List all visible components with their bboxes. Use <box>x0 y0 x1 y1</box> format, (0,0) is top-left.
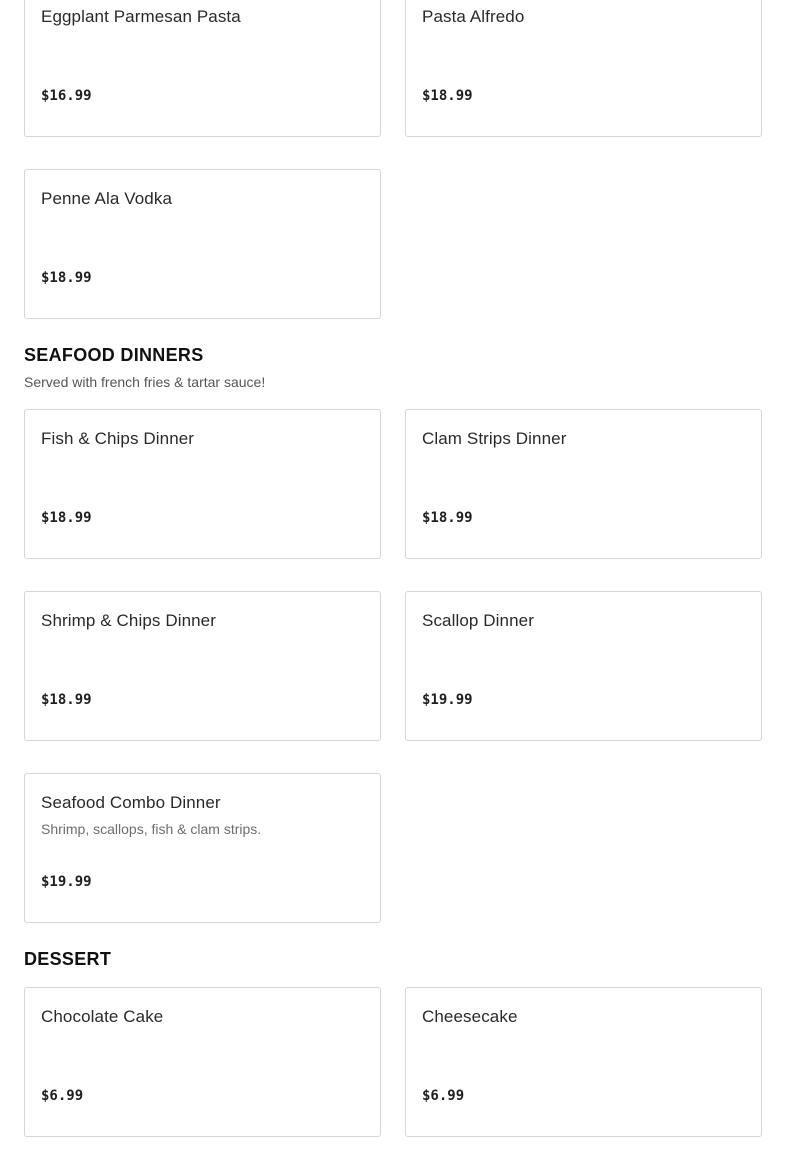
menu-item-card[interactable] <box>405 591 762 741</box>
menu-item-price: $6.99 <box>41 1088 84 1104</box>
section-subtitle-seafood: Served with french fries & tartar sauce! <box>24 374 266 390</box>
menu-item-price: $18.99 <box>422 510 473 526</box>
menu-item-name: Scallop Dinner <box>422 611 534 630</box>
menu-item-card[interactable] <box>24 169 381 319</box>
menu-item-description: Shrimp, scallops, fish & clam strips. <box>41 821 262 837</box>
menu-item-price: $18.99 <box>41 692 92 708</box>
menu-item-price: $6.99 <box>422 1088 465 1104</box>
menu-item-price: $18.99 <box>422 88 473 104</box>
menu-item-name: Pasta Alfredo <box>422 7 525 26</box>
menu-item-price: $19.99 <box>422 692 473 708</box>
menu-item-card[interactable] <box>405 409 762 559</box>
menu-item-price: $18.99 <box>41 510 92 526</box>
menu-item-name: Cheesecake <box>422 1007 518 1026</box>
menu-item-name: Clam Strips Dinner <box>422 429 567 448</box>
menu-item-name: Chocolate Cake <box>41 1007 164 1026</box>
menu-item-card[interactable] <box>24 987 381 1137</box>
menu-item-card[interactable] <box>24 409 381 559</box>
menu-item-card[interactable] <box>405 0 762 137</box>
menu-item-name: Fish & Chips Dinner <box>41 429 195 448</box>
menu-item-card[interactable] <box>24 591 381 741</box>
menu-item-name: Eggplant Parmesan Pasta <box>41 7 241 26</box>
menu-item-card[interactable] <box>24 773 381 923</box>
menu-item-card[interactable] <box>24 0 381 137</box>
menu-item-card[interactable] <box>405 987 762 1137</box>
menu-item-price: $19.99 <box>41 874 92 890</box>
section-title-seafood: SEAFOOD DINNERS <box>24 345 204 365</box>
menu-item-price: $16.99 <box>41 88 92 104</box>
menu-item-name: Shrimp & Chips Dinner <box>41 611 216 630</box>
menu-item-price: $18.99 <box>41 270 92 286</box>
section-title-dessert: DESSERT <box>24 949 112 969</box>
menu-item-name: Penne Ala Vodka <box>41 189 173 208</box>
menu-item-name: Seafood Combo Dinner <box>41 793 221 812</box>
